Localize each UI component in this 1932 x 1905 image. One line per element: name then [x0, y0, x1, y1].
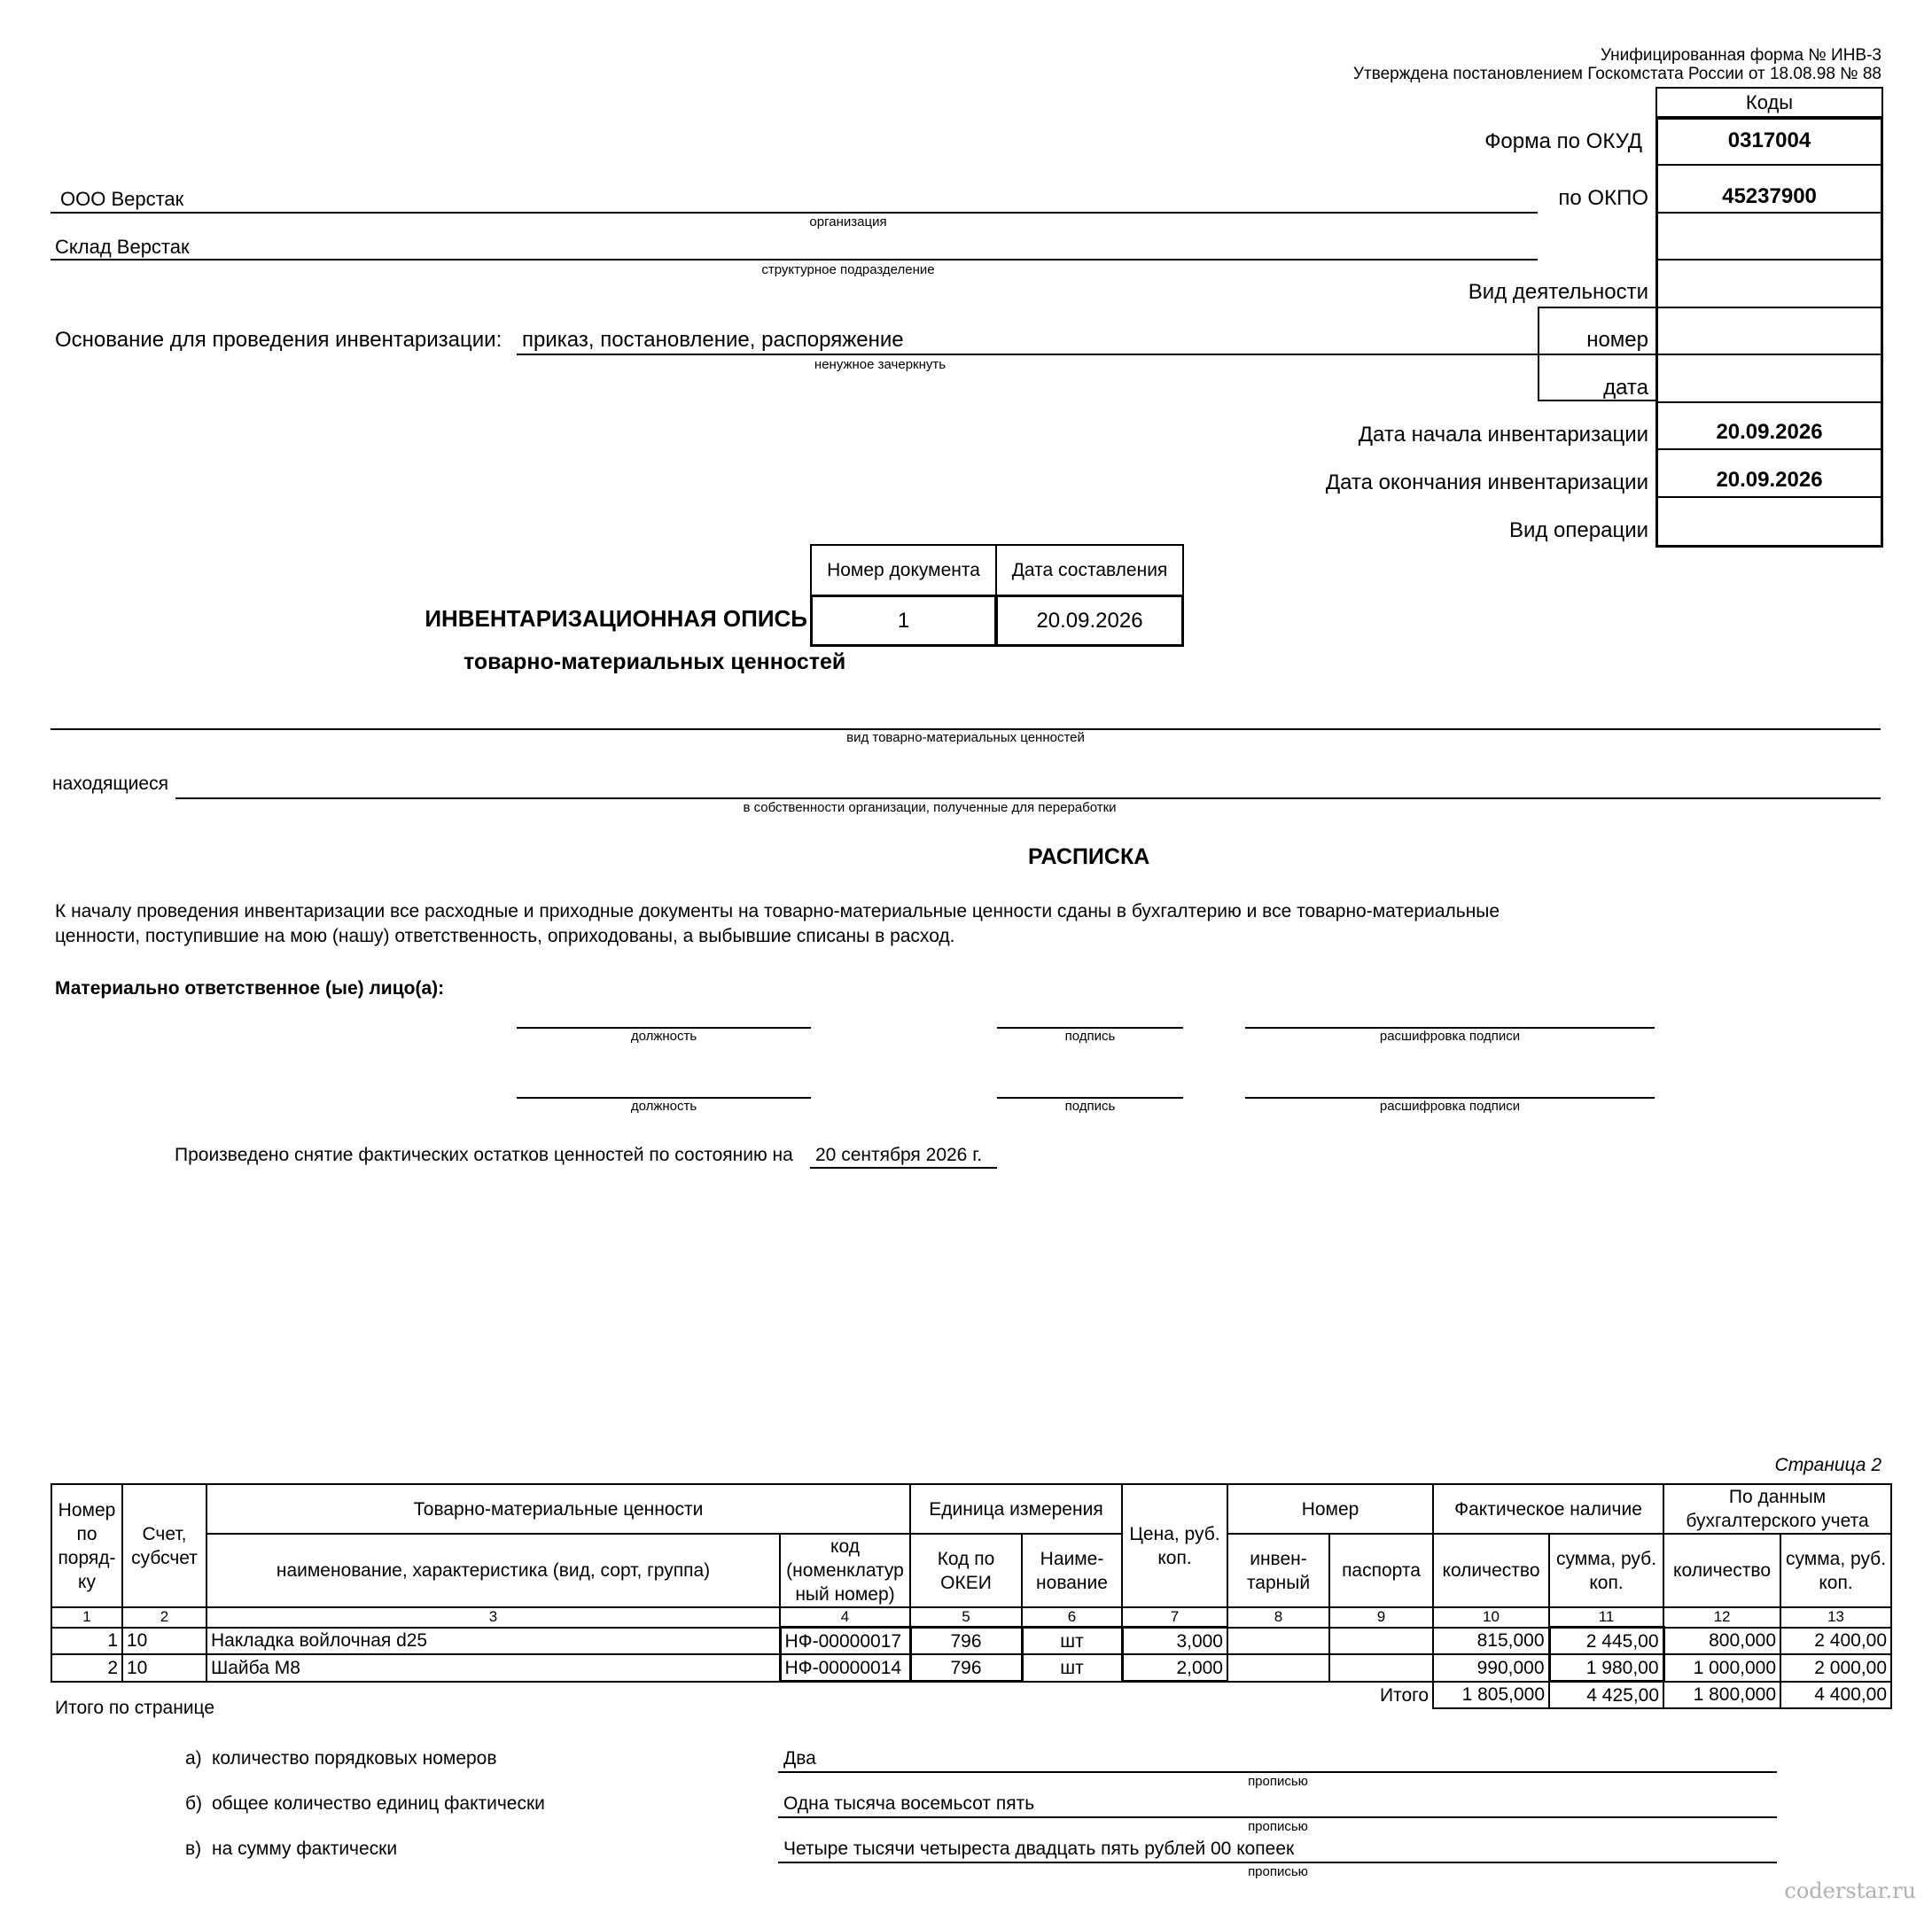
header-okei: Код по ОКЕИ [910, 1534, 1022, 1607]
doc-date-value: 20.09.2026 [995, 595, 1184, 647]
start-date-value: 20.09.2026 [1716, 420, 1823, 444]
signature-caption-2: подпись [1064, 1099, 1116, 1114]
total-label: Итого [1379, 1684, 1430, 1706]
page-totals-title: Итого по странице [55, 1698, 215, 1718]
okpo-value: 45237900 [1722, 184, 1817, 208]
column-number: 6 [1022, 1607, 1122, 1628]
header-goods-name: наименование, характеристика (вид, сорт, группа) [206, 1534, 780, 1607]
summary-a-caption: прописью [1248, 1774, 1308, 1789]
decoding-caption-2: расшифровка подписи [1379, 1099, 1521, 1114]
basis-caption: ненужное зачеркнуть [814, 357, 947, 372]
row-actual-sum: 2 445,00 [1549, 1628, 1663, 1655]
column-number: 13 [1780, 1607, 1891, 1628]
summary-c-caption: прописью [1248, 1864, 1308, 1879]
column-number: 7 [1122, 1607, 1227, 1628]
table-row [51, 1628, 1891, 1655]
summary-c-letter: в) [185, 1839, 202, 1859]
position-caption-2: должность [630, 1099, 697, 1114]
inventory-table [51, 1483, 1892, 1709]
actual-balance-label: Произведено снятие фактических остатков ценностей по состоянию на [175, 1145, 793, 1165]
division-caption: структурное подразделение [761, 262, 935, 277]
signature-caption-1: подпись [1064, 1029, 1116, 1044]
row-book-sum: 2 400,00 [1780, 1628, 1891, 1655]
start-date-label: Дата начала инвентаризации [1358, 423, 1648, 447]
header-book-sum: сумма, руб. коп. [1780, 1534, 1891, 1607]
row-unit-name: шт [1022, 1654, 1122, 1682]
header-actual-qty: количество [1433, 1534, 1549, 1607]
row-price: 2,000 [1122, 1654, 1227, 1682]
activity-label: Вид деятельности [1468, 280, 1648, 304]
total-row [51, 1682, 1891, 1709]
basis-date-label: дата [1603, 376, 1648, 400]
responsible-persons-label: Материально ответственное (ые) лицо(а): [55, 978, 445, 999]
okud-value: 0317004 [1727, 128, 1811, 152]
summary-a-value: Два [783, 1748, 816, 1769]
column-number: 12 [1663, 1607, 1780, 1628]
codes-header: Коды [1655, 87, 1883, 118]
header-actual: Фактическое наличие [1433, 1484, 1663, 1534]
organization-caption: организация [809, 214, 887, 229]
header-goods: Товарно-материальные ценности [206, 1484, 910, 1534]
column-number: 3 [206, 1607, 780, 1628]
row-inventory-number [1227, 1654, 1329, 1682]
basis-label: Основание для проведения инвентаризации: [55, 328, 502, 352]
row-okei: 796 [910, 1654, 1022, 1682]
summary-a-label: количество порядковых номеров [212, 1748, 497, 1769]
row-goods-code: НФ-00000014 [780, 1654, 910, 1682]
header-book: По данным бухгалтерского учета [1663, 1484, 1891, 1534]
header-goods-code: код (номенклатур ный номер) [780, 1534, 910, 1607]
total-book-qty: 1 800,000 [1663, 1682, 1780, 1709]
watermark: coderstar.ru [1784, 1878, 1916, 1903]
column-numbers-row [51, 1607, 1891, 1628]
header-unit-name: Наиме-нование [1022, 1534, 1122, 1607]
decoding-caption-1: расшифровка подписи [1379, 1029, 1521, 1044]
column-number: 9 [1329, 1607, 1433, 1628]
row-book-qty: 1 000,000 [1663, 1654, 1780, 1682]
total-book-sum: 4 400,00 [1780, 1682, 1891, 1709]
header-book-qty: количество [1663, 1534, 1780, 1607]
summary-b-caption: прописью [1248, 1819, 1308, 1834]
column-number: 5 [910, 1607, 1022, 1628]
row-number: 2 [51, 1654, 122, 1682]
header-number: Номер [1227, 1484, 1433, 1534]
total-actual-sum: 4 425,00 [1549, 1682, 1663, 1709]
column-number: 10 [1433, 1607, 1549, 1628]
column-number: 2 [122, 1607, 206, 1628]
doc-number-header: Номер документа [810, 544, 997, 596]
located-label: находящиеся [52, 774, 168, 794]
row-goods-name: Накладка войлочная d25 [206, 1628, 780, 1655]
okud-label: Форма по ОКУД [1484, 129, 1642, 153]
row-actual-qty: 990,000 [1433, 1654, 1549, 1682]
summary-b-value: Одна тысяча восемьсот пять [783, 1793, 1035, 1814]
summary-c-value: Четыре тысячи четыреста двадцать пять рублей 00 копеек [783, 1839, 1295, 1859]
row-account: 10 [122, 1654, 206, 1682]
column-number: 11 [1549, 1607, 1663, 1628]
goods-kind-caption: вид товарно-материальных ценностей [846, 730, 1085, 745]
doc-date-header: Дата составления [995, 544, 1184, 596]
row-book-sum: 2 000,00 [1780, 1654, 1891, 1682]
basis-number-label: номер [1586, 328, 1648, 352]
column-number: 8 [1227, 1607, 1329, 1628]
summary-c-label: на сумму фактически [212, 1839, 398, 1859]
header-unit: Единица измерения [910, 1484, 1122, 1534]
receipt-text-line1: К началу проведения инвентаризации все расходные и приходные документы на товарно-материальные ценности сданы в бухгалтерию и все товарно-материальные [55, 901, 1500, 921]
row-passport [1329, 1628, 1433, 1655]
division-name: Склад Верстак [55, 236, 190, 258]
position-caption-1: должность [630, 1029, 697, 1044]
end-date-value: 20.09.2026 [1716, 468, 1823, 492]
header-actual-sum: сумма, руб. коп. [1549, 1534, 1663, 1607]
column-number: 4 [780, 1607, 910, 1628]
row-passport [1329, 1654, 1433, 1682]
organization-name: ООО Верстак [60, 188, 184, 210]
row-price: 3,000 [1122, 1628, 1227, 1655]
header-row-number: Номер по поряд-ку [51, 1484, 122, 1607]
header-inventory-number: инвен-тарный [1227, 1534, 1329, 1607]
table-row [51, 1654, 1891, 1682]
located-caption: в собственности организации, полученные для переработки [743, 800, 1117, 815]
header-passport: паспорта [1329, 1534, 1433, 1607]
page-number: Страница 2 [1774, 1455, 1881, 1475]
doc-number-value: 1 [810, 595, 997, 647]
form-approval: Утверждена постановлением Госкомстата России от 18.08.98 № 88 [1352, 65, 1881, 83]
total-actual-qty: 1 805,000 [1433, 1682, 1549, 1709]
header-account: Счет, субсчет [122, 1484, 206, 1607]
row-unit-name: шт [1022, 1628, 1122, 1655]
okpo-label: по ОКПО [1558, 186, 1648, 210]
row-book-qty: 800,000 [1663, 1628, 1780, 1655]
row-goods-name: Шайба М8 [206, 1654, 780, 1682]
row-account: 10 [122, 1628, 206, 1655]
operation-label: Вид операции [1508, 518, 1648, 542]
summary-b-letter: б) [185, 1793, 203, 1814]
row-number: 1 [51, 1628, 122, 1655]
form-name: Унифицированная форма № ИНВ-3 [1600, 46, 1881, 65]
summary-b-label: общее количество единиц фактически [212, 1793, 545, 1814]
receipt-text-line2: ценности, поступившие на мою (нашу) ответственность, оприходованы, а выбывшие списаны в расход. [55, 926, 955, 946]
summary-a-letter: а) [185, 1748, 202, 1769]
row-inventory-number [1227, 1628, 1329, 1655]
row-actual-qty: 815,000 [1433, 1628, 1549, 1655]
receipt-title: РАСПИСКА [1028, 844, 1150, 869]
column-number: 1 [51, 1607, 122, 1628]
header-price: Цена, руб. коп. [1122, 1484, 1227, 1607]
end-date-label: Дата окончания инвентаризации [1325, 470, 1648, 494]
doc-subtitle: товарно-материальных ценностей [464, 649, 846, 674]
actual-balance-date: 20 сентября 2026 г. [815, 1145, 983, 1165]
basis-value: приказ, постановление, распоряжение [522, 328, 904, 352]
row-okei: 796 [910, 1628, 1022, 1655]
doc-title: ИНВЕНТАРИЗАЦИОННАЯ ОПИСЬ [425, 605, 807, 632]
row-actual-sum: 1 980,00 [1549, 1654, 1663, 1682]
row-goods-code: НФ-00000017 [780, 1628, 910, 1655]
